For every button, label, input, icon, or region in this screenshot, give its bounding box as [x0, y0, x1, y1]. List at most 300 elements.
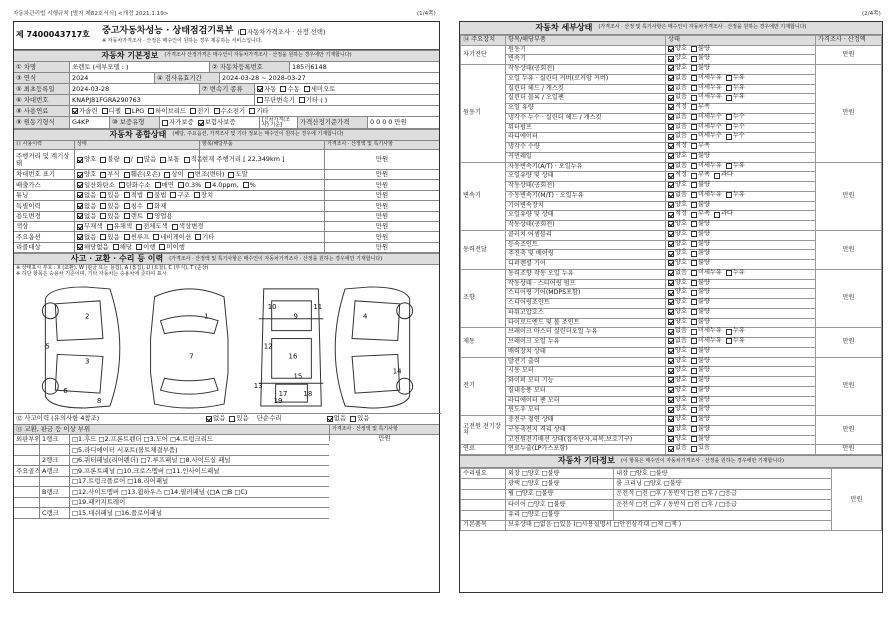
state-checkbox[interactable] — [668, 387, 674, 393]
detail-state: 없음 미세누유 누유 — [666, 162, 816, 172]
parts-group — [14, 508, 39, 518]
state-checkbox[interactable] — [691, 358, 697, 364]
state-checkbox[interactable] — [668, 446, 674, 452]
diagram-part-label: 2 — [85, 312, 90, 321]
detail-item: 고전원전기배선 상태(접속단자,피복,보호기구) — [506, 435, 666, 445]
detail-price: 만원 — [816, 269, 882, 328]
detail-item: 실린더 블록 / 오일팬 — [506, 94, 666, 104]
summary-state: 일산화탄소 탄화수소 매연 0.3% 4.0ppm, % — [74, 180, 324, 189]
state-checkbox[interactable] — [691, 251, 697, 257]
fuel-lpg-checkbox[interactable] — [125, 108, 131, 114]
state-checkbox[interactable] — [726, 163, 732, 169]
state-checkbox[interactable] — [184, 157, 190, 163]
parts-items: □19.패키지트레이 — [69, 498, 127, 508]
parts-rank: 1랭크 — [39, 435, 69, 445]
state-checkbox[interactable] — [668, 338, 674, 344]
state-checkbox[interactable] — [124, 192, 130, 198]
state-checkbox[interactable] — [691, 182, 697, 188]
state-checkbox[interactable] — [668, 436, 674, 442]
parts-group — [14, 498, 39, 508]
state-checkbox[interactable] — [668, 46, 674, 52]
summary-row — [14, 191, 439, 201]
detail-item: 작동상태(공회전) — [506, 221, 666, 231]
detail-price: 만원 — [816, 65, 882, 163]
summary-row — [14, 212, 439, 222]
state-checkbox[interactable] — [668, 56, 674, 62]
state-checkbox[interactable] — [159, 244, 165, 250]
state-checkbox[interactable] — [124, 203, 130, 209]
summary-state: 없음 있음 적법 불법 구조 장치 — [74, 191, 324, 200]
state-checkbox[interactable] — [691, 270, 697, 276]
diagram-part-label: 4 — [362, 312, 368, 321]
state-checkbox[interactable] — [100, 192, 106, 198]
detail-price: 만원 — [816, 416, 882, 445]
fuel-gasoline-checkbox[interactable] — [72, 108, 78, 114]
detail-state: 양호 불량 — [666, 182, 816, 192]
state-checkbox[interactable] — [726, 95, 732, 101]
state-checkbox[interactable] — [691, 377, 697, 383]
state-checkbox[interactable] — [714, 212, 720, 218]
state-checkbox[interactable] — [100, 172, 106, 178]
state-checkbox[interactable] — [124, 234, 130, 240]
state-checkbox[interactable] — [691, 241, 697, 247]
summary-head-state: 상태 — [74, 141, 199, 149]
state-checkbox[interactable] — [668, 407, 674, 413]
detail-group: 제동 — [461, 328, 506, 357]
state-checkbox[interactable] — [668, 153, 674, 159]
detail-state: 양호 불량 — [666, 289, 816, 299]
summary-key: 튜닝 — [16, 191, 29, 200]
state-checkbox[interactable] — [77, 213, 83, 219]
parts-rank: B랭크 — [39, 487, 69, 497]
detail-item: 자동변속기(A/T) · 오일누유 — [506, 162, 666, 172]
detail-state: 없음 있음 — [666, 445, 816, 455]
state-checkbox[interactable] — [691, 348, 697, 354]
form-page-2 — [459, 21, 883, 593]
detail-state: 양호 불량 — [666, 396, 816, 406]
other-item-b: 운전석 □전 □후 / 동반석 □전 □후 / □응급 — [614, 489, 832, 499]
detail-state: 양호 불량 — [666, 221, 816, 231]
detail-state: 없음 미세누유 누유 — [666, 338, 816, 348]
summary-price: 만원 — [324, 243, 439, 252]
state-checkbox[interactable] — [691, 426, 697, 432]
state-checkbox[interactable] — [691, 46, 697, 52]
fuel-hybrid-checkbox[interactable] — [148, 108, 154, 114]
state-checkbox[interactable] — [668, 309, 674, 315]
form-header-left: 자동차관리법 시행규칙 [별지 제82호서식] <개정 2021.1.19> — [13, 11, 169, 17]
state-checkbox[interactable] — [691, 260, 697, 266]
state-checkbox[interactable] — [668, 104, 674, 110]
state-checkbox[interactable] — [691, 338, 697, 344]
detail-state: 양호 불량 — [666, 55, 816, 65]
state-checkbox[interactable] — [188, 172, 194, 178]
other-item-a: 광택 □양호 □불량 — [506, 479, 614, 489]
price-option-checkbox[interactable] — [240, 29, 246, 35]
state-checkbox[interactable] — [668, 212, 674, 218]
state-checkbox[interactable] — [726, 134, 732, 140]
summary-state: 무채색 유채색 전체도색 색상변경 — [74, 222, 324, 231]
state-checkbox[interactable] — [668, 202, 674, 208]
parts-group — [14, 487, 39, 497]
summary-head-price: 가격조사 · 산정액 및 특기사항 — [324, 141, 395, 149]
detail-state: 적정 부족 — [666, 104, 816, 114]
state-checkbox[interactable] — [726, 124, 732, 130]
state-checkbox[interactable] — [100, 213, 106, 219]
state-checkbox[interactable] — [77, 182, 83, 188]
state-checkbox[interactable] — [77, 192, 83, 198]
state-checkbox[interactable] — [691, 407, 697, 413]
detail-row — [461, 45, 882, 55]
detail-item: 클러치 어셈블리 — [506, 230, 666, 240]
state-checkbox[interactable] — [668, 173, 674, 179]
value-car-name: 쏘렌토 (세부모델 : ) — [69, 62, 209, 72]
state-checkbox[interactable] — [668, 397, 674, 403]
diagram-part-label: 6 — [63, 386, 68, 395]
state-checkbox[interactable] — [228, 172, 234, 178]
state-checkbox[interactable] — [668, 260, 674, 266]
state-checkbox[interactable] — [668, 192, 674, 198]
state-checkbox[interactable] — [691, 95, 697, 101]
detail-state: 양호 불량 — [666, 318, 816, 328]
state-checkbox[interactable] — [691, 436, 697, 442]
parts-row — [14, 508, 329, 519]
other-row — [461, 500, 882, 510]
detail-group: 자기진단 — [461, 45, 506, 65]
detail-item: 시동 모터 — [506, 367, 666, 377]
parts-group — [14, 477, 39, 487]
state-checkbox[interactable] — [668, 65, 674, 71]
state-checkbox[interactable] — [691, 85, 697, 91]
state-checkbox[interactable] — [691, 202, 697, 208]
other-row — [461, 469, 882, 479]
state-checkbox[interactable] — [668, 319, 674, 325]
state-checkbox[interactable] — [77, 172, 83, 178]
state-checkbox[interactable] — [691, 75, 697, 81]
value-first-reg: 2024-03-28 — [69, 84, 199, 94]
state-checkbox[interactable] — [691, 65, 697, 71]
state-checkbox[interactable] — [691, 212, 697, 218]
parts-row — [14, 487, 329, 498]
state-checkbox[interactable] — [691, 309, 697, 315]
state-checkbox[interactable] — [668, 95, 674, 101]
detail-item: 등속조인트 — [506, 240, 666, 250]
summary-row — [14, 170, 439, 180]
detail-item: 작동상태(공회전) — [506, 182, 666, 192]
state-checkbox[interactable] — [668, 377, 674, 383]
state-checkbox[interactable] — [668, 231, 674, 237]
detail-state: 양호 불량 — [666, 250, 816, 260]
state-checkbox[interactable] — [137, 157, 143, 163]
state-checkbox[interactable] — [668, 329, 674, 335]
parts-rank — [39, 498, 69, 508]
detail-price: 만원 — [816, 357, 882, 416]
value-engine-type: G4KP — [69, 117, 109, 128]
detail-group: 연료 — [461, 445, 506, 455]
state-checkbox[interactable] — [77, 203, 83, 209]
state-checkbox[interactable] — [668, 299, 674, 305]
repair-no-checkbox[interactable] — [327, 416, 333, 422]
detail-item: 구동축전지 격리 상태 — [506, 425, 666, 435]
state-checkbox[interactable] — [170, 192, 176, 198]
diagram-part-label: 16 — [288, 352, 298, 361]
state-checkbox[interactable] — [147, 192, 153, 198]
parts-items: □5.라디에이터 서포트(볼트체결부품) — [69, 445, 180, 455]
state-checkbox[interactable] — [691, 114, 697, 120]
detail-state: 양호 불량 — [666, 230, 816, 240]
state-checkbox[interactable] — [147, 203, 153, 209]
detail-item: 오일 누유 · 실린더 커버(로커암 커버) — [506, 74, 666, 84]
detail-item: 냉각수 누수 · 실린더 헤드 / 개스킷 — [506, 113, 666, 123]
summary-price: 만원 — [324, 170, 439, 179]
summary-state: 해당없음 해당 이행 미이행 — [74, 243, 324, 252]
state-checkbox[interactable] — [726, 270, 732, 276]
state-checkbox[interactable] — [691, 104, 697, 110]
state-checkbox[interactable] — [691, 397, 697, 403]
label-car-name: ① 차명 — [14, 62, 69, 72]
state-checkbox[interactable] — [691, 387, 697, 393]
state-checkbox[interactable] — [178, 182, 184, 188]
detail-group: 원동기 — [461, 65, 506, 163]
state-checkbox[interactable] — [691, 446, 697, 452]
detail-item: 스티어링 기어(MDPS포함) — [506, 289, 666, 299]
warranty-self-checkbox[interactable] — [162, 120, 168, 126]
state-checkbox[interactable] — [726, 75, 732, 81]
state-checkbox[interactable] — [668, 290, 674, 296]
detail-item: 스티어링조인트 — [506, 299, 666, 309]
detail-bar: 자동차 세부상태 (가격조사 · 산정 및 특기사항은 매수인이 자동차가격조사 · 산정을 원하는 경우에만 기재합니다) — [460, 22, 882, 35]
state-checkbox[interactable] — [691, 192, 697, 198]
state-checkbox[interactable] — [691, 221, 697, 227]
detail-row — [461, 269, 882, 279]
diagram-part-label: 15 — [293, 371, 303, 380]
state-checkbox[interactable] — [668, 358, 674, 364]
state-checkbox[interactable] — [691, 143, 697, 149]
state-checkbox[interactable] — [153, 234, 159, 240]
trans-manual-checkbox[interactable] — [280, 86, 286, 92]
state-checkbox[interactable] — [195, 234, 201, 240]
state-checkbox[interactable] — [668, 75, 674, 81]
state-checkbox[interactable] — [107, 224, 113, 230]
diagram-part-label: 3 — [85, 356, 90, 365]
state-checkbox[interactable] — [160, 157, 166, 163]
fuel-diesel-checkbox[interactable] — [102, 108, 108, 114]
state-checkbox[interactable] — [243, 182, 249, 188]
summary-price: 만원 — [324, 191, 439, 200]
detail-item: 원동기 — [506, 45, 666, 55]
state-checkbox[interactable] — [119, 182, 125, 188]
state-checkbox[interactable] — [147, 213, 153, 219]
detail-head-device: ⑭ 주요장치 — [461, 36, 506, 46]
state-checkbox[interactable] — [691, 329, 697, 335]
state-checkbox[interactable] — [668, 85, 674, 91]
detail-item: 냉각수 수량 — [506, 143, 666, 153]
state-checkbox[interactable] — [100, 234, 106, 240]
fuel-hydrogen-checkbox[interactable] — [214, 108, 220, 114]
parts-items: □17.트렁크플로어 □18.리어패널 — [69, 477, 170, 487]
state-checkbox[interactable] — [726, 114, 732, 120]
state-checkbox[interactable] — [77, 224, 83, 230]
detail-state: 양호 불량 — [666, 308, 816, 318]
accident-no-checkbox[interactable] — [206, 416, 212, 422]
state-checkbox[interactable] — [668, 241, 674, 247]
state-checkbox[interactable] — [691, 56, 697, 62]
state-checkbox[interactable] — [124, 157, 130, 163]
state-checkbox[interactable] — [77, 157, 83, 163]
state-checkbox[interactable] — [124, 213, 130, 219]
other-item-b: 내장 □양호 □불량 — [614, 469, 832, 479]
detail-state: 없음 미세누수 누수 — [666, 123, 816, 133]
detail-item: 충전구 절연 상태 — [506, 416, 666, 426]
summary-key: 배출가스 — [16, 180, 41, 189]
parts-group: 외판부위 — [16, 435, 41, 444]
other-group: 기본품목 — [461, 521, 506, 531]
state-checkbox[interactable] — [691, 134, 697, 140]
accident-history-label: ⑫ 사고이력 (유의사항 4참조) — [16, 414, 100, 423]
summary-price: 만원 — [324, 232, 439, 241]
detail-state: 양호 불량 — [666, 425, 816, 435]
trans-cvt-checkbox[interactable] — [257, 97, 263, 103]
parts-items: □1.후드 □2.프론트펜더 □3.도어 □4.트렁크리드 — [69, 435, 215, 445]
state-checkbox[interactable] — [668, 182, 674, 188]
trans-auto-checkbox[interactable] — [257, 86, 263, 92]
parts-row — [14, 466, 329, 477]
warranty-insurer-checkbox[interactable] — [198, 120, 204, 126]
state-checkbox[interactable] — [668, 348, 674, 354]
detail-state: 양호 불량 — [666, 299, 816, 309]
value-inspection-period: 2024-03-28 ~ 2028-03-27 — [219, 73, 308, 83]
state-checkbox[interactable] — [668, 280, 674, 286]
diagram-part-label: 11 — [313, 302, 323, 311]
state-checkbox[interactable] — [668, 143, 674, 149]
other-info-table — [460, 468, 882, 531]
parts-row — [14, 477, 329, 488]
other-item-b: 운전석 □전 □후 / 동반석 □전 □후 / □응급 — [614, 500, 832, 510]
state-checkbox[interactable] — [691, 124, 697, 130]
summary-head-usage: ⑪ 사용이력 — [16, 141, 42, 148]
parts-section-label: ⑬ 교환, 판금 등 이상 부위 — [16, 424, 91, 433]
state-checkbox[interactable] — [691, 163, 697, 169]
state-checkbox[interactable] — [668, 114, 674, 120]
parts-row — [14, 435, 329, 446]
state-checkbox[interactable] — [136, 224, 142, 230]
fuel-electric-checkbox[interactable] — [190, 108, 196, 114]
detail-state: 양호 불량 — [666, 45, 816, 55]
parts-group — [14, 456, 39, 466]
fuel-other-checkbox[interactable] — [249, 108, 255, 114]
summary-head-item: 항목/해당부품 — [199, 141, 324, 149]
diagram-part-label: 7 — [189, 352, 194, 361]
accident-yes-checkbox[interactable] — [229, 416, 235, 422]
state-checkbox[interactable] — [77, 244, 83, 250]
other-price: 만원 — [832, 469, 882, 531]
state-checkbox[interactable] — [714, 173, 720, 179]
detail-item: 실린더 헤드 / 개스킷 — [506, 84, 666, 94]
state-checkbox[interactable] — [205, 182, 211, 188]
detail-state: 양호 불량 — [666, 406, 816, 416]
detail-group: 동력전달 — [461, 230, 506, 269]
trans-other-checkbox[interactable] — [299, 97, 305, 103]
state-checkbox[interactable] — [691, 290, 697, 296]
detail-state: 양호 불량 — [666, 435, 816, 445]
repair-yes-checkbox[interactable] — [350, 416, 356, 422]
state-checkbox[interactable] — [136, 244, 142, 250]
detail-group: 조향 — [461, 269, 506, 328]
state-checkbox[interactable] — [668, 163, 674, 169]
state-checkbox[interactable] — [100, 157, 106, 163]
other-row — [461, 479, 882, 489]
detail-group: 변속기 — [461, 162, 506, 230]
state-checkbox[interactable] — [155, 182, 161, 188]
state-checkbox[interactable] — [194, 192, 200, 198]
state-checkbox[interactable] — [164, 172, 170, 178]
label-reg-number: ② 자동차등록번호 — [209, 62, 289, 72]
state-checkbox[interactable] — [691, 416, 697, 422]
summary-state: 양호 불량 / 많음 보통 적음 — [74, 150, 199, 169]
parts-price-head: 가격조사 · 산정액 및 특기사항 — [329, 425, 400, 434]
other-item-a: 휠 □양호 □불량 — [506, 489, 614, 499]
detail-item: 변속기 — [506, 55, 666, 65]
page-number-2: (2/4쪽) — [862, 11, 881, 17]
label-base-price: 가격산정기준가격 — [297, 117, 367, 128]
state-checkbox[interactable] — [691, 173, 697, 179]
detail-state: 양호 불량 — [666, 357, 816, 367]
detail-row — [461, 445, 882, 455]
parts-items: □9.프론트패널 □10.크로스멤버 □11.인사이드패널 — [69, 466, 221, 476]
transmission-options: 자동 수동 세미오토 — [254, 84, 341, 94]
parts-rank — [39, 445, 69, 455]
state-checkbox[interactable] — [691, 299, 697, 305]
state-checkbox[interactable] — [124, 172, 130, 178]
detail-item: 배력장치 상태 — [506, 347, 666, 357]
state-checkbox[interactable] — [668, 416, 674, 422]
detail-item: 실내송풍 모터 — [506, 386, 666, 396]
state-checkbox[interactable] — [691, 319, 697, 325]
state-checkbox[interactable] — [172, 224, 178, 230]
state-checkbox[interactable] — [668, 426, 674, 432]
state-checkbox[interactable] — [726, 338, 732, 344]
summary-row — [14, 243, 439, 253]
state-checkbox[interactable] — [668, 270, 674, 276]
state-checkbox[interactable] — [668, 124, 674, 130]
detail-row — [461, 416, 882, 426]
state-checkbox[interactable] — [691, 368, 697, 374]
diagram-part-label: 14 — [392, 366, 402, 375]
trans-semi-checkbox[interactable] — [304, 86, 310, 92]
state-checkbox[interactable] — [668, 368, 674, 374]
detail-price: 만원 — [816, 230, 882, 269]
state-checkbox[interactable] — [113, 244, 119, 250]
state-checkbox[interactable] — [668, 221, 674, 227]
state-checkbox[interactable] — [726, 192, 732, 198]
summary-state: 없음 있음 썬루프 네비게이션 기타 — [74, 232, 324, 241]
diagram-part-label: 5 — [45, 342, 50, 351]
state-checkbox[interactable] — [691, 153, 697, 159]
other-item-a: 유리 □양호 □불량 — [506, 510, 614, 520]
state-checkbox[interactable] — [726, 329, 732, 335]
car-damage-diagram — [14, 279, 441, 414]
state-checkbox[interactable] — [668, 251, 674, 257]
state-checkbox[interactable] — [100, 203, 106, 209]
state-checkbox[interactable] — [77, 234, 83, 240]
detail-item: 오일 유량 — [506, 104, 666, 114]
state-checkbox[interactable] — [691, 280, 697, 286]
summary-price: 만원 — [324, 150, 439, 169]
state-checkbox[interactable] — [726, 85, 732, 91]
state-checkbox[interactable] — [668, 134, 674, 140]
state-checkbox[interactable] — [691, 231, 697, 237]
detail-group: 고전원 전기장치 — [461, 416, 506, 445]
detail-state: 양호 불량 — [666, 240, 816, 250]
